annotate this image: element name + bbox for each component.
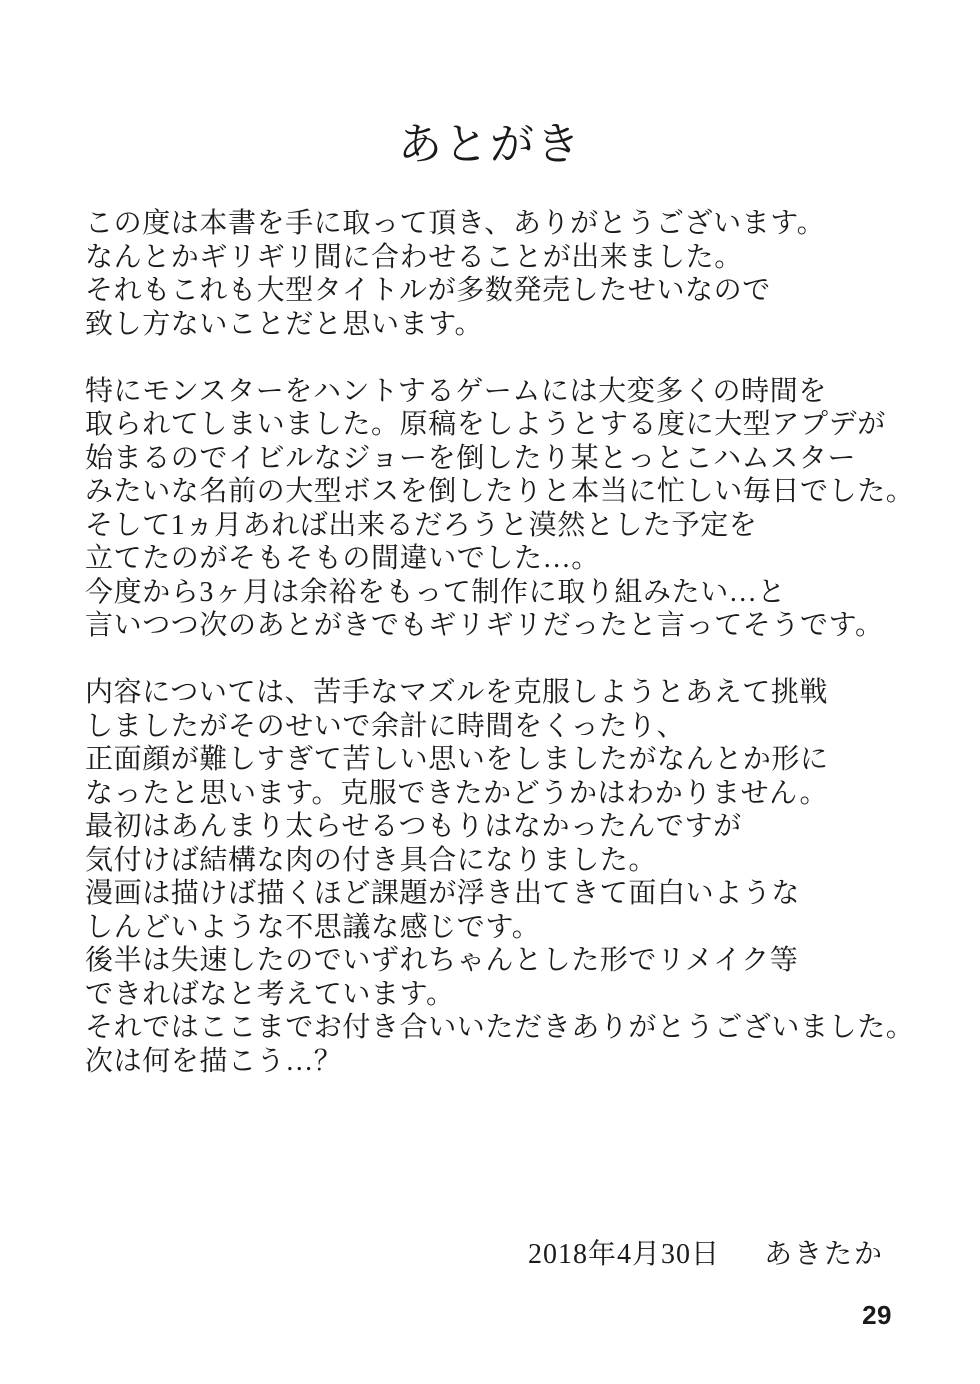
text-line: 次は何を描こう…？ — [85, 1045, 343, 1077]
text-line: 内容については、苦手なマズルを克服しようとあえて挑戦 — [85, 677, 829, 708]
text-line: 致し方ないことだと思います。 — [85, 308, 484, 340]
text-line: 特にモンスターをハントするゲームには大変多くの時間を — [85, 375, 827, 407]
paragraph-2 — [85, 375, 914, 643]
text-line: 漫画は描けば描くほど課題が浮き出てきて面白いような — [85, 878, 801, 909]
publication-date: 2018年4月30日 — [528, 1239, 721, 1270]
text-line: 始まるのでイビルなジョーを倒したり某とっとこハムスター — [85, 442, 857, 474]
text-line: 気付けば結構な肉の付き具合になりました。 — [85, 844, 658, 876]
text-line: なったと思います。克服できたかどうかはわかりません。 — [85, 777, 829, 809]
text-line: この度は本書を手に取って頂き、ありがとうございます。 — [85, 208, 826, 239]
text-line: それではここまでお付き合いいただきありがとうございました。 — [85, 1012, 915, 1043]
author-name: あきたか — [764, 1239, 885, 1270]
page-number: 29 — [862, 1300, 892, 1330]
text-line: なんとかギリギリ間に合わせることが出来ました。 — [85, 241, 743, 273]
text-line: それもこれも大型タイトルが多数発売したせいなので — [85, 275, 771, 306]
text-line: 立てたのがそもそもの間違いでした…。 — [85, 543, 600, 574]
date-signature-line — [528, 1232, 884, 1272]
text-line: しましたがそのせいで余計に時間をくったり、 — [85, 710, 686, 742]
text-line: 正面顔が難しすぎて苦しい思いをしましたがなんとか形に — [85, 744, 829, 775]
text-line: そして1ヵ月あれば出来るだろうと漠然とした予定を — [85, 509, 758, 541]
paragraph-1 — [85, 207, 914, 341]
text-line: 今度から3ヶ月は余裕をもって制作に取り組みたい…と — [85, 576, 787, 608]
page-title: あとがき — [398, 120, 582, 169]
text-line: 言いつつ次のあとがきでもギリギリだったと言ってそうです。 — [85, 610, 884, 641]
paragraph-3 — [85, 676, 914, 1078]
text-line: みたいな名前の大型ボスを倒したりと本当に忙しい毎日でした。 — [85, 476, 915, 507]
text-line: できればなと考えています。 — [85, 978, 455, 1010]
text-line: 取られてしまいました。原稿をしようとする度に大型アプデが — [85, 409, 886, 440]
text-line: 後半は失速したのでいずれちゃんとした形でリメイク等 — [85, 945, 799, 976]
body-text — [85, 207, 914, 1112]
text-line: 最初はあんまり太らせるつもりはなかったんですが — [85, 811, 742, 842]
text-line: しんどいような不思議な感じです。 — [85, 911, 541, 943]
